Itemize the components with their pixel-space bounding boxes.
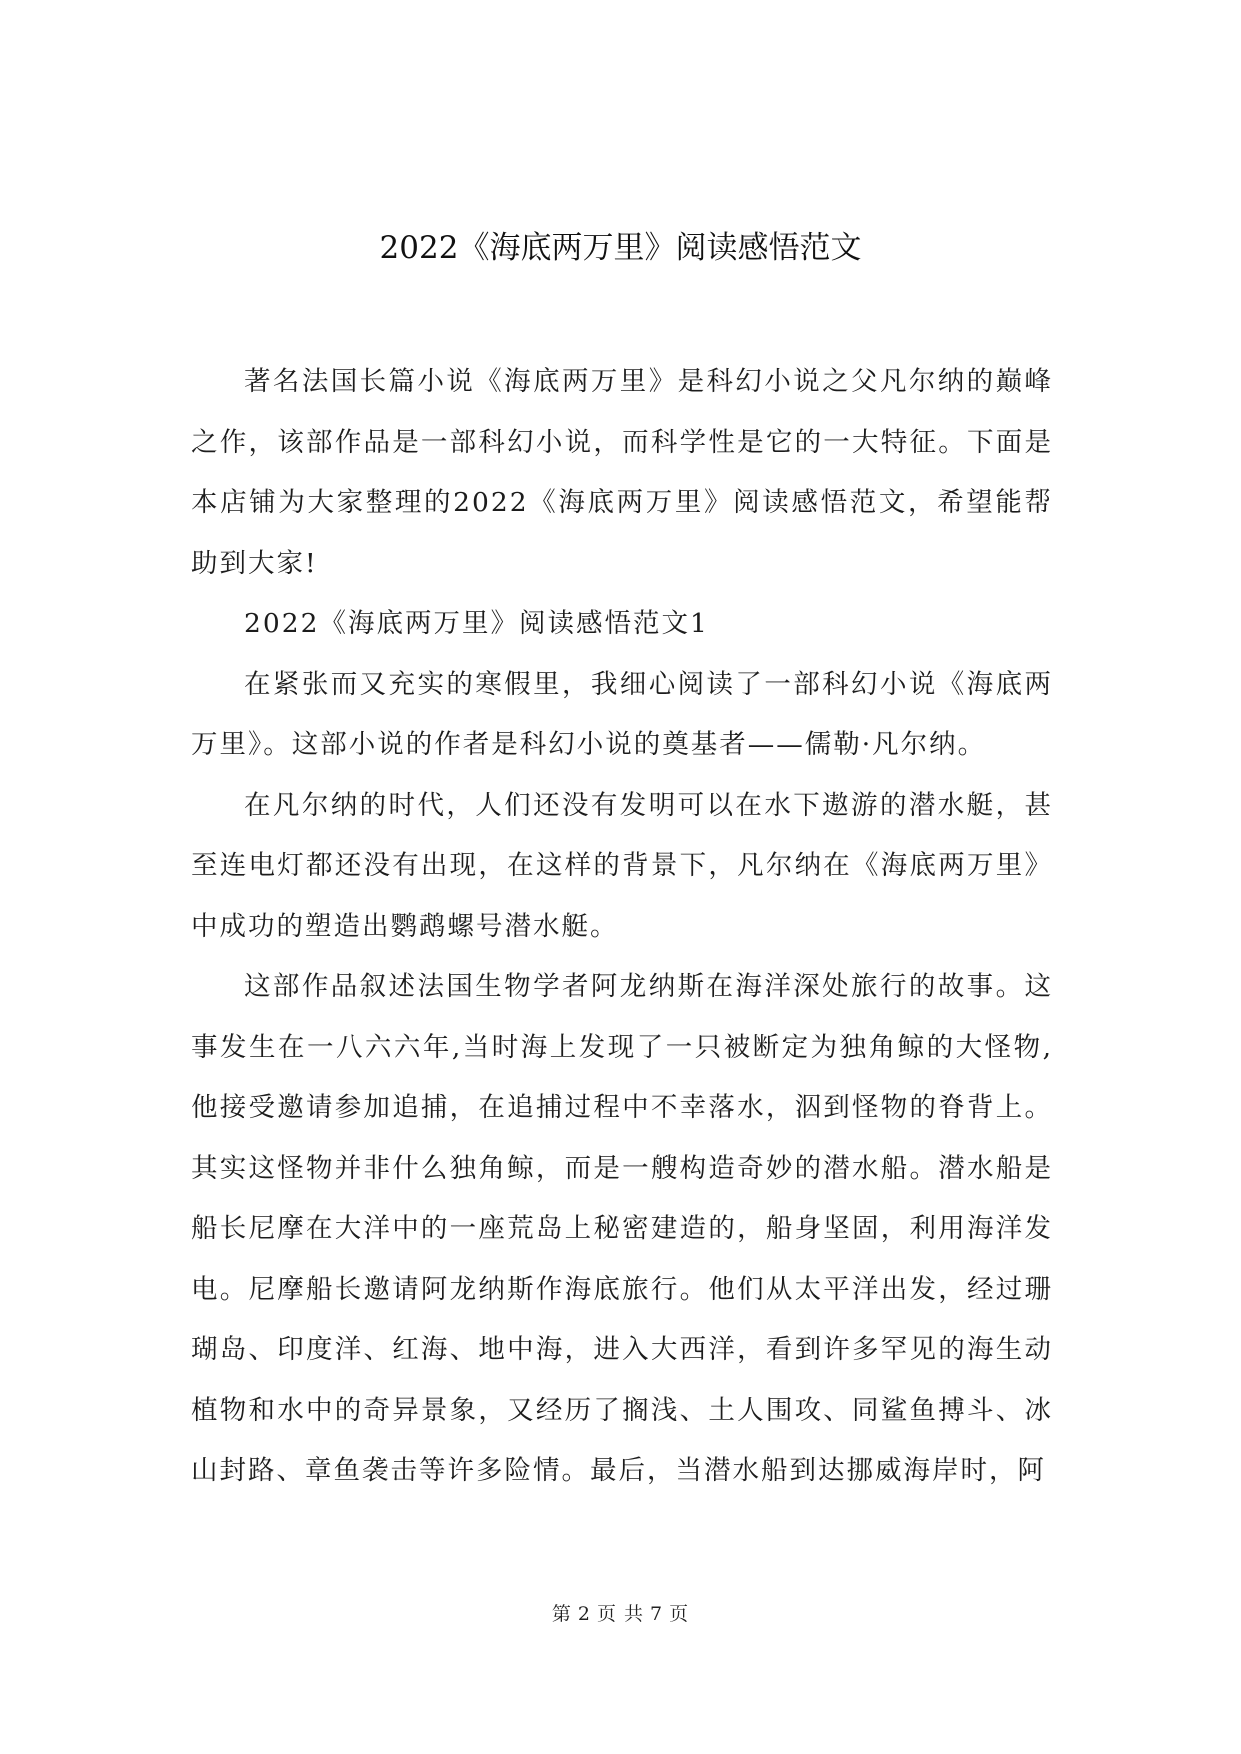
- footer-prefix: 第: [551, 1603, 572, 1625]
- page-footer: [0, 1602, 1241, 1626]
- section-heading: 2022《海底两万里》阅读感悟范文1: [244, 608, 709, 639]
- document-title: 2022《海底两万里》阅读感悟范文: [379, 230, 862, 266]
- current-page-number: 2: [577, 1603, 591, 1625]
- footer-mid: 页 共: [596, 1603, 645, 1625]
- total-page-number: 7: [650, 1603, 664, 1625]
- body-paragraph: 在紧张而又充实的寒假里，我细心阅读了一部科幻小说《海底两万里》。这部小说的作者是科幻小说的奠基者——儒勒·凡尔纳。: [191, 668, 1053, 760]
- intro-paragraph: 著名法国长篇小说《海底两万里》是科幻小说之父凡尔纳的巅峰之作，该部作品是一部科幻小说，而科学性是它的一大特征。下面是本店铺为大家整理的2022《海底两万里》阅读感悟范文，希望能帮助到大家!: [191, 366, 1053, 579]
- body-paragraph: 这部作品叙述法国生物学者阿龙纳斯在海洋深处旅行的故事。这事发生在一八六六年,当时海上发现了一只被断定为独角鲸的大怪物,他接受邀请参加追捕，在追捕过程中不幸落水，泅到怪物的脊背上。其实这怪物并非什么独角鲸，而是一艘构造奇妙的潜水船。潜水船是船长尼摩在大洋中的一座荒岛上秘密建造的，船身坚固，利用海洋发电。尼摩船长邀请阿龙纳斯作海底旅行。他们从太平洋出发，经过珊瑚岛、印度洋、红海、地中海，进入大西洋，看到许多罕见的海生动植物和水中的奇异景象，又经历了搁浅、土人围攻、同鲨鱼搏斗、冰山封路、章鱼袭击等许多险情。最后，当潜水船到达挪威海岸时，阿: [191, 971, 1053, 1486]
- footer-suffix: 页: [669, 1603, 690, 1625]
- body-paragraph: 在凡尔纳的时代，人们还没有发明可以在水下遨游的潜水艇，甚至连电灯都还没有出现，在这样的背景下，凡尔纳在《海底两万里》中成功的塑造出鹦鹉螺号潜水艇。: [191, 789, 1053, 942]
- document-body: [191, 352, 1053, 1502]
